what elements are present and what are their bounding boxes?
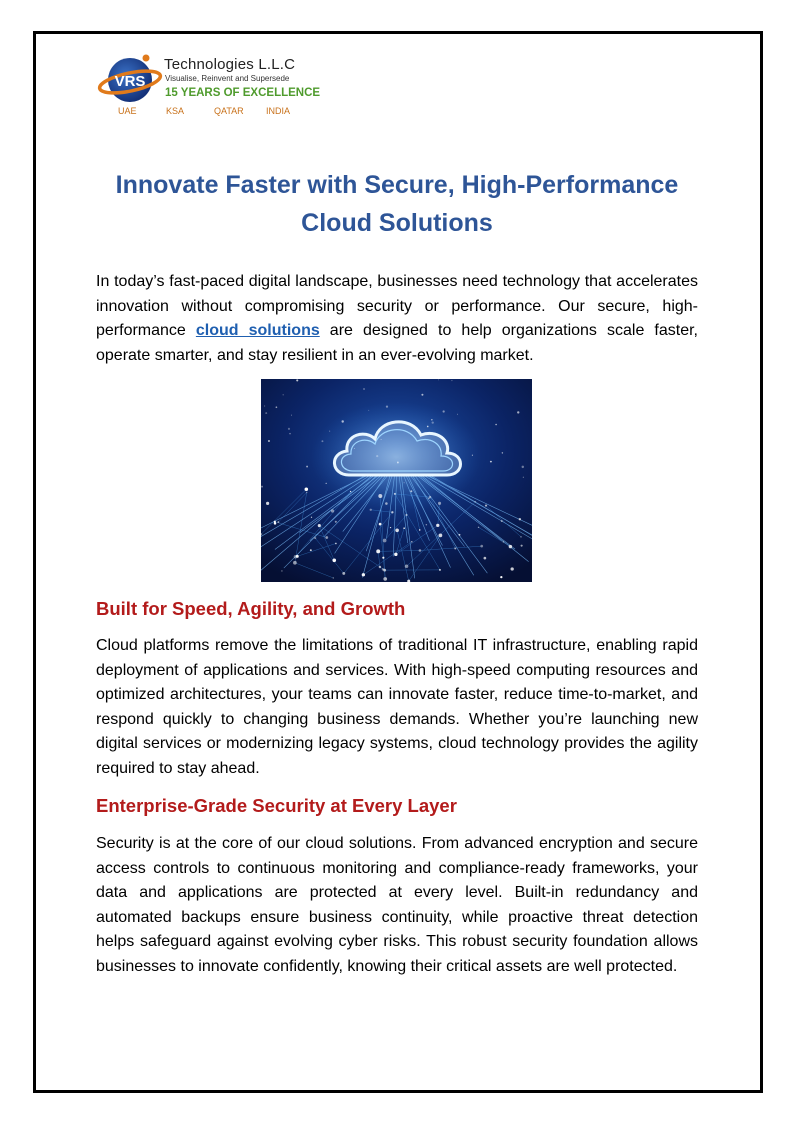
section-body-security: Security is at the core of our cloud solutions. From advanced encryption and secure access controls to continuous monitoring and compliance-ready frameworks, your data and applications are protected at every level. Built-in redundancy and automated backups ensure business continuity, while proactive threat detection helps safeguard against evolving cyber risks. This robust security foundation allows businesses to innovate confidently, knowing their critical assets are well protected. [96, 835, 698, 975]
company-logo [97, 52, 327, 122]
section-body-speed: Cloud platforms remove the limitations of traditional IT infrastructure, enabling rapid deployment of applications and services. With high-speed computing resources and optimized architectures, your teams can innovate faster, reduce time-to-market, and respond quickly to changing business demands. Whether you’re launching new digital services or modernizing legacy systems, cloud technology provides the agility required to stay ahead. [96, 637, 698, 777]
logo-company-name: Technologies L.L.C [164, 56, 296, 73]
section-heading-speed: Built for Speed, Agility, and Growth [96, 598, 406, 619]
section-heading-security: Enterprise-Grade Security at Every Layer [96, 795, 457, 816]
logo-mark-text: VRS [114, 73, 146, 90]
region-india: INDIA [266, 106, 291, 116]
cloud-network-illustration [261, 379, 532, 582]
intro-text-end: are designed to help organizations scale faster, operate smarter, and stay resilient in an ever-evolving market. [96, 322, 698, 364]
region-uae: UAE [118, 106, 137, 116]
intro-paragraph [96, 270, 698, 368]
vrs-globe-logo-icon [97, 52, 163, 110]
logo-years-badge: 15 YEARS OF EXCELLENCE [165, 87, 321, 99]
logo-regions [118, 106, 290, 116]
intro-text-start: In today’s fast-paced digital landscape, businesses need technology that accelerates innovation without compromising security or performance. Our secure, high-performance [96, 273, 698, 340]
region-ksa: KSA [166, 106, 185, 116]
logo-tagline: Visualise, Reinvent and Supersede [165, 74, 290, 83]
cloud-network-image [261, 379, 532, 582]
cloud-solutions-link[interactable]: cloud solutions [195, 322, 320, 340]
region-qatar: QATAR [214, 106, 244, 116]
page-title: Innovate Faster with Secure, High-Performance Cloud Solutions [115, 171, 679, 237]
